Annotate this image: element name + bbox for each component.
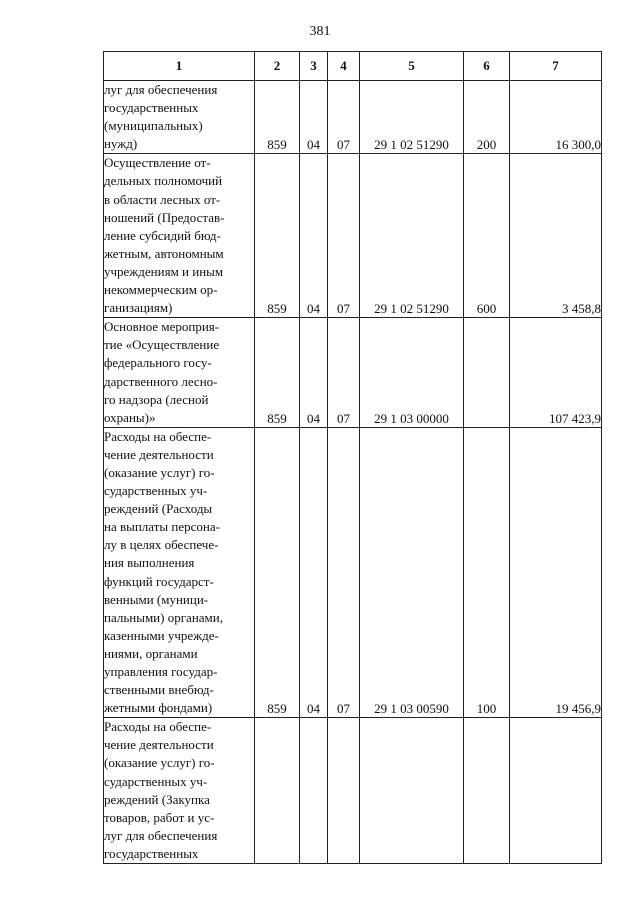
table-row	[104, 718, 602, 864]
row-description	[104, 81, 255, 154]
table-row	[104, 81, 602, 154]
cell-target-article: 29 1 03 00000	[360, 318, 464, 428]
header-col-2: 2	[255, 52, 300, 81]
description-line: ниями, органами	[104, 645, 198, 661]
description-line: (оказание услуг) го-	[104, 464, 215, 480]
cell-ministry-code: 859	[255, 318, 300, 428]
cell-expense-type	[464, 318, 510, 428]
description-line: венными (муници-	[104, 591, 209, 607]
header-col-6: 6	[464, 52, 510, 81]
description-line: дарственного лесно-	[104, 373, 218, 389]
header-col-3: 3	[300, 52, 328, 81]
description-line: ление субсидий бюд-	[104, 227, 221, 243]
cell-section: 04	[300, 81, 328, 154]
page-number: 381	[309, 24, 331, 39]
description-line: Осуществление от-	[104, 155, 211, 171]
cell-section	[300, 718, 328, 864]
cell-subsection	[328, 718, 360, 864]
cell-amount: 16 300,0	[510, 81, 602, 154]
description-line: ношений (Предостав-	[104, 209, 225, 225]
description-line: государственных	[104, 100, 199, 116]
description-line: казенными учрежде-	[104, 627, 219, 643]
cell-subsection: 07	[328, 154, 360, 318]
cell-ministry-code	[255, 718, 300, 864]
table-row	[104, 427, 602, 718]
row-description	[104, 427, 255, 718]
description-line: сударственных уч-	[104, 773, 208, 789]
description-line: пальными) органами,	[104, 609, 223, 625]
description-line: ганизациям)	[104, 300, 173, 316]
cell-amount: 19 456,9	[510, 427, 602, 718]
cell-expense-type	[464, 718, 510, 864]
description-line: луг для обеспечения	[104, 82, 218, 97]
row-description	[104, 318, 255, 428]
cell-section: 04	[300, 427, 328, 718]
description-line: на выплаты персона-	[104, 519, 220, 535]
description-line: Расходы на обеспе-	[104, 719, 212, 735]
description-line: реждений (Расходы	[104, 501, 213, 517]
description-line: учреждениям и иным	[104, 263, 224, 279]
cell-expense-type: 100	[464, 427, 510, 718]
description-line: сударственных уч-	[104, 483, 208, 499]
cell-subsection: 07	[328, 318, 360, 428]
header-col-1: 1	[104, 52, 255, 81]
description-line: (оказание услуг) го-	[104, 755, 215, 771]
cell-section: 04	[300, 154, 328, 318]
cell-target-article: 29 1 03 00590	[360, 427, 464, 718]
description-line: охраны)»	[104, 409, 156, 425]
description-line: нужд)	[104, 136, 138, 152]
description-line: государственных	[104, 845, 199, 861]
description-line: лу в целях обеспече-	[104, 537, 219, 553]
row-description	[104, 718, 255, 864]
header-col-5: 5	[360, 52, 464, 81]
budget-table	[103, 51, 602, 864]
description-line: Основное мероприя-	[104, 319, 220, 335]
description-line: федерального госу-	[104, 355, 212, 371]
description-line: луг для обеспечения	[104, 827, 218, 843]
description-line: (муниципальных)	[104, 118, 203, 134]
description-line: жетным, автономным	[104, 245, 224, 261]
cell-expense-type: 200	[464, 81, 510, 154]
description-line: функций государст-	[104, 573, 214, 589]
description-line: дельных полномочий	[104, 173, 223, 189]
description-line: управления государ-	[104, 664, 218, 679]
cell-amount	[510, 718, 602, 864]
description-line: некоммерческим ор-	[104, 282, 218, 298]
description-line: реждений (Закупка	[104, 791, 210, 807]
cell-expense-type: 600	[464, 154, 510, 318]
description-line: го надзора (лесной	[104, 391, 209, 407]
table-row	[104, 318, 602, 428]
description-line: товаров, работ и ус-	[104, 809, 215, 825]
description-line: Расходы на обеспе-	[104, 428, 212, 444]
description-line: чение деятельности	[104, 446, 214, 462]
cell-ministry-code: 859	[255, 154, 300, 318]
header-col-7: 7	[510, 52, 602, 81]
description-line: ственными внебюд-	[104, 682, 214, 698]
cell-target-article	[360, 718, 464, 864]
cell-subsection: 07	[328, 81, 360, 154]
cell-amount: 107 423,9	[510, 318, 602, 428]
table-row	[104, 154, 602, 318]
cell-target-article: 29 1 02 51290	[360, 81, 464, 154]
description-line: ния выполнения	[104, 555, 195, 571]
description-line: в области лесных от-	[104, 191, 221, 207]
description-line: тие «Осуществление	[104, 337, 220, 353]
description-line: жетными фондами)	[104, 700, 213, 716]
header-row	[104, 52, 602, 81]
cell-amount: 3 458,8	[510, 154, 602, 318]
cell-subsection: 07	[328, 427, 360, 718]
cell-section: 04	[300, 318, 328, 428]
row-description	[104, 154, 255, 318]
cell-target-article: 29 1 02 51290	[360, 154, 464, 318]
description-line: чение деятельности	[104, 737, 214, 753]
cell-ministry-code: 859	[255, 81, 300, 154]
header-col-4: 4	[328, 52, 360, 81]
cell-ministry-code: 859	[255, 427, 300, 718]
